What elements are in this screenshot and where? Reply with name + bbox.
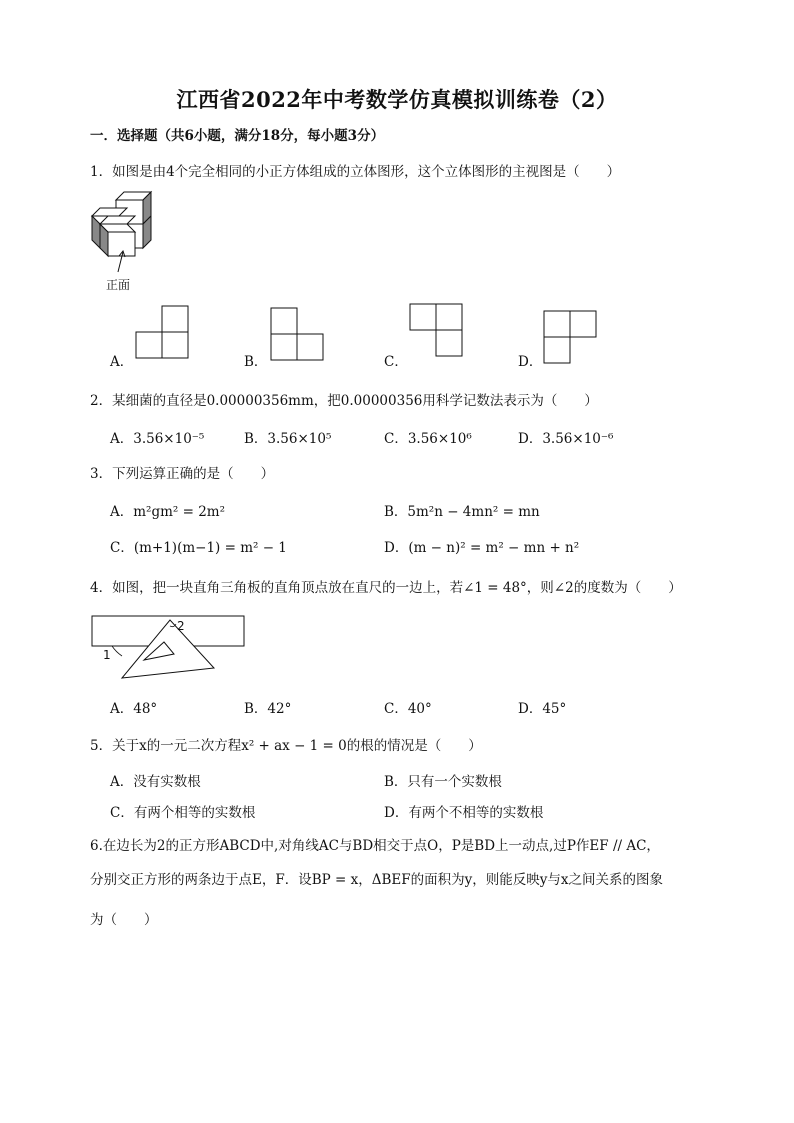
angle-1-label: 1	[103, 648, 111, 662]
question-5-stem: 5．关于x的一元二次方程x² + ax − 1 = 0的根的情况是（ ）	[90, 738, 482, 754]
question-3-stem: 3．下列运算正确的是（ ）	[90, 466, 275, 482]
option-b-figure	[270, 307, 326, 363]
page-title: 江西省2022年中考数学仿真模拟训练卷（2）	[176, 87, 618, 112]
question-6-line-3: 为（ ）	[90, 912, 158, 928]
ruler-triangle-figure	[88, 612, 248, 684]
option-a-figure	[135, 305, 191, 361]
question-1-option-d[interactable]: D．	[518, 354, 543, 370]
question-2-option-c[interactable]: C．3.56×10⁶	[384, 431, 472, 447]
question-1-option-a[interactable]: A．	[110, 354, 134, 370]
option-c-figure	[409, 303, 465, 359]
question-4-stem: 4．如图，把一块直角三角板的直角顶点放在直尺的一边上，若∠1 = 48°，则∠2的度数为（ ）	[90, 580, 682, 596]
question-5-option-a[interactable]: A．没有实数根	[110, 774, 201, 790]
question-1-option-b[interactable]: B．	[244, 354, 268, 370]
question-4-option-a[interactable]: A．48°	[110, 701, 158, 717]
question-3-option-c[interactable]: C．(m+1)(m−1) = m² − 1	[110, 540, 287, 556]
question-4-option-d[interactable]: D．45°	[518, 701, 567, 717]
angle-2-label: 2	[177, 619, 185, 633]
question-4-option-c[interactable]: C．40°	[384, 701, 432, 717]
question-4-option-b[interactable]: B．42°	[244, 701, 292, 717]
section-heading: 一．选择题（共6小题，满分18分，每小题3分）	[90, 128, 385, 144]
question-2-option-d[interactable]: D．3.56×10⁻⁶	[518, 431, 614, 447]
question-3-option-a[interactable]: A．m²gm² = 2m²	[110, 504, 226, 520]
question-6-line-2: 分别交正方形的两条边于点E，F．设BP = x，ΔBEF的面积为y，则能反映y与x之间关系的图象	[90, 872, 663, 888]
option-d-figure	[543, 310, 599, 366]
question-1-stem: 1．如图是由4个完全相同的小正方体组成的立体图形，这个立体图形的主视图是（ ）	[90, 164, 621, 180]
question-2-stem: 2．某细菌的直径是0.00000356mm，把0.00000356用科学记数法表示为（ ）	[90, 393, 598, 409]
question-5-option-d[interactable]: D．有两个不相等的实数根	[384, 805, 544, 821]
question-3-option-d[interactable]: D．(m − n)² = m² − mn + n²	[384, 540, 580, 556]
question-5-option-b[interactable]: B．只有一个实数根	[384, 774, 502, 790]
front-view-label: 正面	[106, 278, 131, 292]
question-3-option-b[interactable]: B．5m²n − 4mn² = mn	[384, 504, 540, 520]
question-2-option-a[interactable]: A．3.56×10⁻⁵	[110, 431, 205, 447]
question-6-line-1: 6.在边长为2的正方形ABCD中,对角线AC与BD相交于点O，P是BD上一动点,过P作EF // AC，	[90, 838, 660, 854]
question-1-option-c[interactable]: C．	[384, 354, 408, 370]
question-2-option-b[interactable]: B．3.56×10⁵	[244, 431, 332, 447]
question-5-option-c[interactable]: C．有两个相等的实数根	[110, 805, 256, 821]
